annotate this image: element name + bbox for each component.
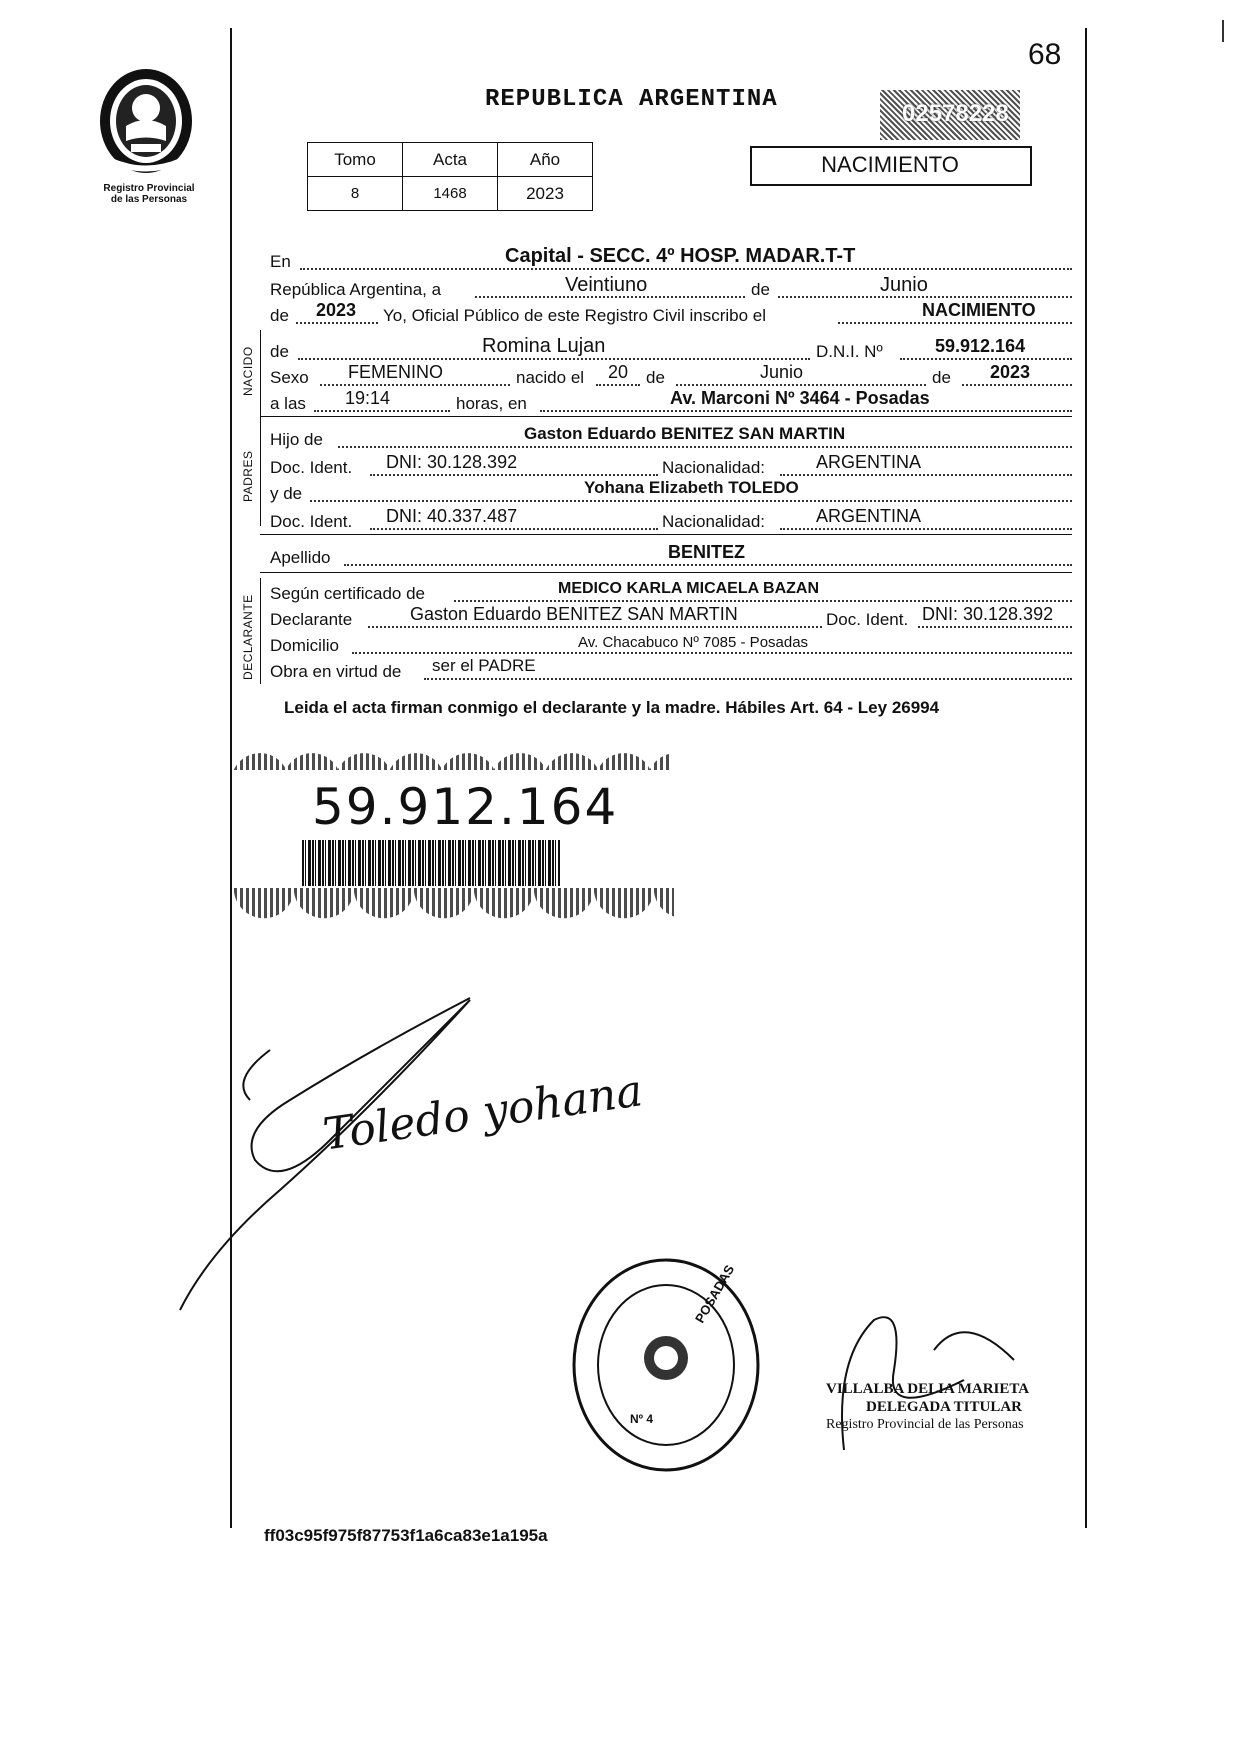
table-header: Tomo — [308, 143, 403, 177]
place-value: Capital - SECC. 4º HOSP. MADAR.T-T — [505, 245, 856, 267]
sex-line — [320, 384, 510, 386]
horas-label: horas, en — [456, 394, 527, 413]
document-hash: ff03c95f975f87753f1a6ca83e1a195a — [264, 1526, 548, 1545]
act-type-line — [838, 322, 1072, 324]
registry-logo — [96, 66, 196, 181]
birth-day-line — [596, 384, 640, 386]
table-cell: 8 — [308, 177, 403, 211]
mother-doc: DNI: 40.337.487 — [386, 506, 518, 526]
doc-type-label: NACIMIENTO — [821, 152, 959, 177]
birth-place: Av. Marconi Nº 3464 - Posadas — [670, 388, 930, 408]
address-line — [352, 652, 1072, 654]
serial-stamp-number: 02578228 — [902, 100, 1009, 127]
seal-city: POSADAS — [692, 1262, 738, 1326]
name-line — [298, 358, 810, 360]
mother-nationality-line — [780, 528, 1072, 530]
domicilio-label: Domicilio — [270, 636, 339, 655]
birth-time: 19:14 — [345, 388, 391, 408]
year-line — [296, 322, 378, 324]
cert-line — [454, 600, 1072, 602]
time-line — [314, 410, 450, 412]
mother-name-line — [310, 500, 1072, 502]
serial-stamp — [880, 90, 1020, 140]
declarante-doc: DNI: 30.128.392 — [922, 604, 1054, 624]
y-de-label: y de — [270, 484, 303, 503]
right-border-line — [1085, 28, 1087, 1528]
declarante-name: Gaston Eduardo BENITEZ SAN MARTIN — [410, 604, 738, 624]
child-dni: 59.912.164 — [935, 336, 1026, 356]
table-header: Año — [498, 143, 593, 177]
cert-value: MEDICO KARLA MICAELA BAZAN — [558, 580, 820, 597]
security-strip-top — [234, 742, 670, 770]
doc-ident-label: Doc. Ident. — [270, 458, 353, 477]
child-sex: FEMENINO — [348, 362, 444, 382]
apellido-label: Apellido — [270, 548, 331, 567]
doc-ident-label: Doc. Ident. — [826, 610, 909, 629]
table-cell: 2023 — [498, 177, 593, 211]
dni-label: D.N.I. Nº — [816, 342, 883, 361]
table-header: Acta — [403, 143, 498, 177]
a-las-label: a las — [270, 394, 306, 413]
declarante-name-line — [368, 626, 822, 628]
child-name: Romina Lujan — [482, 335, 606, 357]
registry-table — [307, 142, 593, 211]
statement-text: Yo, Oficial Público de este Registro Civil inscribo el — [383, 306, 766, 325]
edge-mark — [1222, 20, 1224, 42]
obra-line — [424, 678, 1072, 680]
official-name: VILLALBA DELIA MARIETA — [826, 1381, 1030, 1397]
mother-nationality: ARGENTINA — [816, 506, 922, 526]
address-value: Av. Chacabuco Nº 7085 - Posadas — [578, 634, 809, 651]
birth-place-line — [540, 410, 1072, 412]
provincial-seal-icon — [96, 66, 196, 181]
delegation-seal — [566, 1250, 766, 1480]
official-org: Registro Provincial de las Personas — [826, 1417, 1024, 1432]
padres-bracket — [260, 422, 261, 526]
declarante-label: Declarante — [270, 610, 353, 629]
document-title: REPUBLICA ARGENTINA — [485, 86, 778, 113]
republica-label: República Argentina, a — [270, 280, 442, 299]
apellido-divider — [260, 572, 1072, 573]
en-label: En — [270, 252, 291, 271]
de-label: de — [932, 368, 951, 387]
de-label: de — [270, 342, 289, 361]
barcode — [302, 840, 560, 886]
father-doc-line — [370, 474, 658, 476]
mother-doc-line — [370, 528, 658, 530]
doc-ident-label: Doc. Ident. — [270, 512, 353, 531]
place-line — [300, 268, 1072, 270]
declarante-section-label: DECLARANTE — [241, 594, 255, 680]
padres-section-label: PADRES — [241, 450, 255, 502]
logo-caption — [74, 183, 224, 205]
nacido-bracket — [260, 330, 261, 422]
official-role: DELEGADA TITULAR — [866, 1399, 1023, 1415]
mother-name: Yohana Elizabeth TOLEDO — [584, 478, 799, 497]
father-name-line — [338, 446, 1072, 448]
birth-year-line — [962, 384, 1072, 386]
official-stamp — [826, 1380, 1029, 1434]
year-value: 2023 — [316, 300, 357, 320]
father-doc: DNI: 30.128.392 — [386, 452, 518, 472]
declarante-bracket — [260, 578, 261, 684]
de-label: de — [751, 280, 770, 299]
nacido-section-label: NACIDO — [241, 346, 255, 396]
de-label: de — [270, 306, 289, 325]
declarant-signature — [170, 990, 610, 1320]
obra-value: ser el PADRE — [432, 656, 536, 675]
father-nationality-line — [780, 474, 1072, 476]
father-nationality: ARGENTINA — [816, 452, 922, 472]
nacido-divider — [260, 416, 1072, 417]
apellido-value: BENITEZ — [668, 542, 746, 562]
birth-day: 20 — [608, 362, 629, 382]
registry-table-header-row — [308, 143, 593, 177]
de-label: de — [646, 368, 665, 387]
logo-caption-line2: de las Personas — [110, 194, 188, 205]
logo-caption-line1: Registro Provincial — [103, 183, 195, 194]
hijo-de-label: Hijo de — [270, 430, 323, 449]
cert-label: Según certificado de — [270, 584, 425, 603]
birth-year: 2023 — [990, 362, 1031, 382]
month-value: Junio — [880, 274, 928, 296]
sexo-label: Sexo — [270, 368, 309, 387]
father-name: Gaston Eduardo BENITEZ SAN MARTIN — [524, 424, 846, 443]
day-value: Veintiuno — [565, 274, 648, 296]
page-number: 68 — [1028, 38, 1062, 71]
act-type-value: NACIMIENTO — [922, 300, 1036, 320]
declarante-doc-line — [918, 626, 1072, 628]
nacionalidad-label: Nacionalidad: — [662, 458, 766, 477]
seal-number: Nº 4 — [630, 1412, 654, 1426]
dni-line — [900, 358, 1072, 360]
mother-signature: Toledo yohana — [320, 1065, 646, 1161]
nacionalidad-label: Nacionalidad: — [662, 512, 766, 531]
birth-month-line — [676, 384, 926, 386]
registry-table-value-row — [308, 177, 593, 211]
apellido-line — [344, 564, 1072, 566]
obra-label: Obra en virtud de — [270, 662, 402, 681]
padres-divider — [260, 534, 1072, 535]
birth-month: Junio — [760, 362, 804, 382]
nacido-el-label: nacido el — [516, 368, 585, 387]
security-strip-bottom — [234, 888, 674, 920]
id-number-label: 59.912.164 — [312, 778, 619, 836]
closing-text: Leida el acta firman conmigo el declarante y la madre. Hábiles Art. 64 - Ley 26994 — [284, 698, 940, 717]
table-cell: 1468 — [403, 177, 498, 211]
